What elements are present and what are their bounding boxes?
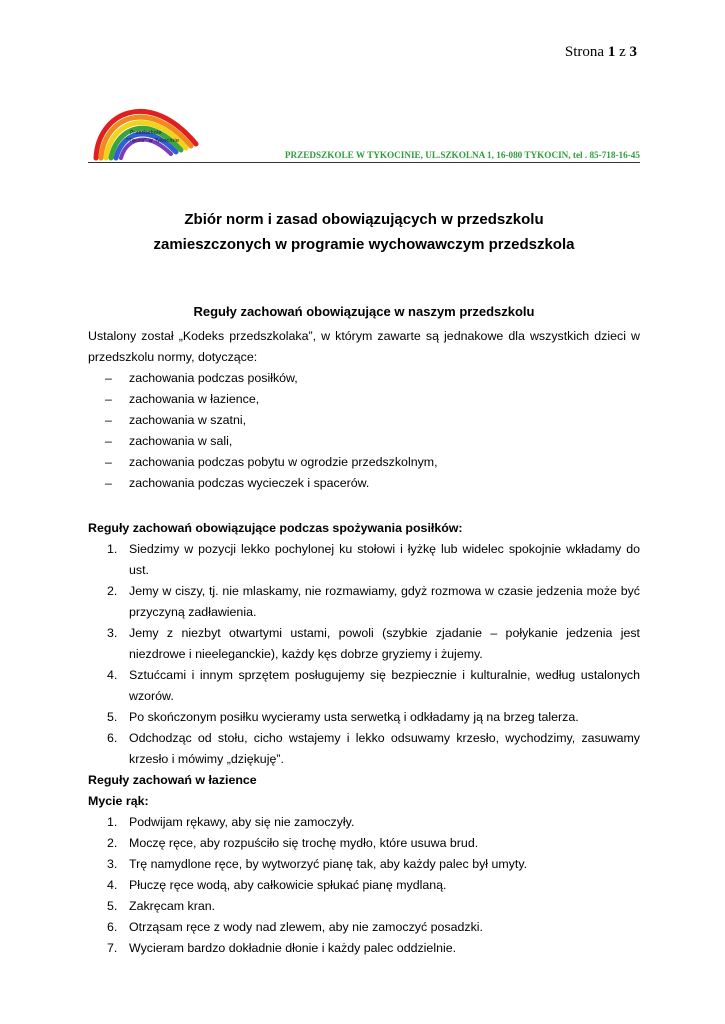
list-item: 7. Wycieram bardzo dokładnie dłonie i każdy palec oddzielnie. <box>107 941 457 955</box>
dash-bullet: – <box>105 434 112 448</box>
list-item: – zachowania podczas posiłków, <box>88 368 640 389</box>
handwash-heading: Mycie rąk: <box>88 794 149 808</box>
list-item: 1. Podwijam rękawy, aby się nie zamoczyły. <box>107 815 355 829</box>
list-item: 5. Zakręcam kran. <box>107 899 216 913</box>
list-item: 1. Siedzimy w pozycji lekko pochylonej ku stołowi i łyżkę lub widelec spokojnie wkładamy do ust. <box>107 542 640 577</box>
dash-bullet: – <box>105 371 112 385</box>
dash-bullet: – <box>105 455 112 469</box>
list-item: – zachowania podczas pobytu w ogrodzie przedszkolnym, <box>88 452 640 473</box>
document-title-line-1: Zbiór norm i zasad obowiązujących w przedszkolu <box>184 211 544 228</box>
page-current: 1 <box>607 44 616 60</box>
list-item: 5. Po skończonym posiłku wycieramy usta serwetką i odkładamy ją na brzeg talerza. <box>107 710 579 724</box>
section-title-rules: Reguły zachowań obowiązujące w naszym przedszkolu <box>193 304 535 319</box>
page-label: Strona <box>564 44 605 60</box>
document-title-line-2: zamieszczonych w programie wychowawczym przedszkola <box>153 236 575 253</box>
dash-bullet: – <box>105 413 112 427</box>
dash-bullet: – <box>105 392 112 406</box>
list-item: 3. Trę namydlone ręce, by wytworzyć pianę tak, aby każdy palec był umyty. <box>107 857 528 871</box>
header-divider <box>88 162 640 163</box>
list-item: 4. Sztućcami i innym sprzętem posługujemy się bezpiecznie i kulturalnie, według ustalonych wzorów. <box>107 668 640 703</box>
rainbow-logo <box>90 92 205 164</box>
bathroom-rules-heading: Reguły zachowań w łazience <box>88 773 257 787</box>
page-total: 3 <box>629 44 637 60</box>
list-item: – zachowania podczas wycieczek i spacerów. <box>88 473 640 494</box>
dash-bullet: – <box>105 476 112 490</box>
page-separator: z <box>619 44 626 60</box>
logo-text-2: "Tęcza" w Tykocinie <box>126 138 180 144</box>
intro-list <box>88 368 640 494</box>
handwash-list <box>88 812 640 959</box>
meals-rules-list <box>88 539 640 770</box>
page-number <box>565 44 637 61</box>
document-body <box>88 326 640 959</box>
list-item: 2. Moczę ręce, aby rozpuściło się trochę mydło, które usuwa brud. <box>107 836 479 850</box>
institution-address: PRZEDSZKOLE W TYKOCINIE, UL.SZKOLNA 1, 16-080 TYKOCIN, tel . 85-718-16-45 <box>284 150 640 160</box>
list-item: – zachowania w łazience, <box>88 389 640 410</box>
meals-rules-heading: Reguły zachowań obowiązujące podczas spożywania posiłków: <box>88 521 463 535</box>
list-item: 2. Jemy w ciszy, tj. nie mlaskamy, nie rozmawiamy, gdyż rozmowa w czasie jedzenia może być przyczyną zadławienia. <box>107 584 640 619</box>
list-item: 6. Otrząsam ręce z wody nad zlewem, aby nie zamoczyć posadzki. <box>107 920 483 934</box>
list-item: – zachowania w sali, <box>88 431 640 452</box>
list-item: – zachowania w szatni, <box>88 410 640 431</box>
list-item: 3. Jemy z niezbyt otwartymi ustami, powoli (szybkie zjadanie – połykanie jedzenia jest niezdrowe i nieeleganckie), każdy kęs dobrze gryziemy i żujemy. <box>107 626 640 661</box>
list-item: 6. Odchodząc od stołu, cicho wstajemy i lekko odsuwamy krzesło, wychodzimy, zasuwamy krzesło i mówimy „dziękuję”. <box>107 731 640 766</box>
intro-paragraph: Ustalony został „Kodeks przedszkolaka”, w którym zawarte są jednakowe dla wszystkich dzieci w przedszkolu normy, dotyczące: <box>88 329 640 364</box>
list-item: 4. Płuczę ręce wodą, aby całkowicie spłukać pianę mydlaną. <box>107 878 447 892</box>
logo-text-1: Przedszkole <box>130 130 162 136</box>
